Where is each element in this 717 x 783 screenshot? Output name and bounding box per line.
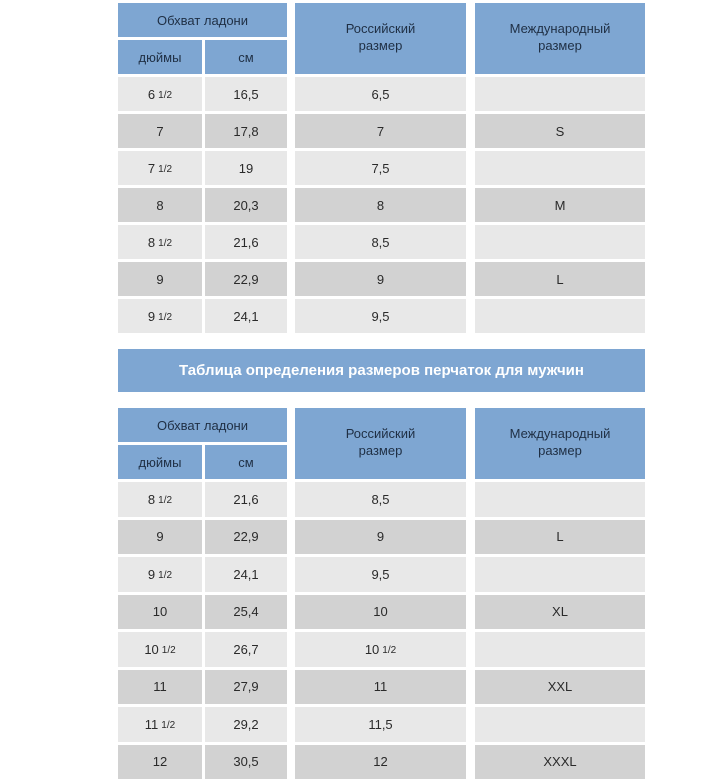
inches-value: 9	[156, 271, 164, 287]
inches-cell	[118, 299, 202, 333]
russian-size-value: 9,5	[371, 308, 390, 324]
russian-size-line1: Российский	[345, 21, 416, 36]
russian-size-cell	[295, 707, 466, 742]
inches-value: 11	[153, 679, 167, 695]
inches-value: 8	[156, 197, 164, 213]
palm-girth-header	[118, 3, 287, 37]
inches-fraction: 1/2	[158, 89, 173, 101]
russian-size-header	[295, 3, 466, 74]
inches-fraction: 1/2	[158, 311, 173, 323]
inches-value: 10	[144, 641, 159, 657]
cm-value: 25,4	[233, 604, 259, 620]
cm-label: см	[238, 49, 254, 65]
international-size-line1: Международный	[509, 426, 611, 441]
cm-value: 24,1	[233, 566, 259, 582]
cm-cell	[205, 299, 287, 333]
inches-cell	[118, 188, 202, 222]
russian-size-line2: размер	[358, 38, 403, 53]
russian-size-value: 9,5	[371, 566, 390, 582]
russian-size-cell	[295, 151, 466, 185]
international-size-cell	[475, 262, 645, 296]
international-size-value: XXL	[547, 679, 573, 695]
russian-size-cell	[295, 299, 466, 333]
inches-value: 9	[147, 566, 156, 582]
cm-cell	[205, 262, 287, 296]
cm-value: 21,6	[233, 234, 259, 250]
cm-label: см	[238, 454, 254, 470]
cm-value: 17,8	[233, 123, 259, 139]
international-size-cell	[475, 188, 645, 222]
russian-size-value: 8,5	[371, 234, 390, 250]
inches-fraction: 1/2	[158, 163, 173, 175]
inches-cell	[118, 77, 202, 111]
international-size-line1: Международный	[509, 21, 611, 36]
international-size-value: L	[556, 271, 564, 287]
inches-cell	[118, 632, 202, 667]
russian-size-line2: размер	[358, 443, 403, 458]
inches-fraction: 1/2	[161, 719, 176, 731]
russian-size-cell	[295, 77, 466, 111]
inches-fraction: 1/2	[158, 237, 173, 249]
cm-cell	[205, 632, 287, 667]
international-size-value: XL	[552, 604, 568, 620]
international-size-cell	[475, 225, 645, 259]
russian-size-cell	[295, 114, 466, 148]
inches-cell	[118, 482, 202, 517]
russian-size-cell	[295, 670, 466, 705]
russian-size-cell	[295, 188, 466, 222]
inches-fraction: 1/2	[158, 494, 173, 506]
cm-value: 29,2	[233, 716, 259, 732]
inches-fraction: 1/2	[158, 569, 173, 581]
inches-cell	[118, 557, 202, 592]
cm-cell	[205, 557, 287, 592]
inches-value: 7	[147, 160, 156, 176]
russian-size-value: 10	[364, 641, 380, 657]
table-title-banner	[118, 349, 645, 392]
inches-value: 10	[152, 604, 168, 620]
cm-value: 26,7	[233, 641, 259, 657]
russian-size-cell	[295, 595, 466, 630]
international-size-value: S	[555, 123, 565, 139]
russian-size-value: 10	[373, 604, 388, 620]
russian-size-value: 12	[373, 754, 388, 770]
international-size-label	[510, 425, 611, 459]
inches-cell	[118, 225, 202, 259]
cm-value: 16,5	[233, 86, 259, 102]
russian-size-cell	[295, 632, 466, 667]
cm-value: 24,1	[233, 308, 259, 324]
inches-header	[118, 40, 202, 74]
russian-size-label	[346, 20, 416, 54]
inches-header	[118, 445, 202, 479]
international-size-cell	[475, 77, 645, 111]
russian-size-value: 11	[373, 679, 388, 695]
palm-girth-header	[118, 408, 287, 442]
international-size-cell	[475, 557, 645, 592]
inches-cell	[118, 114, 202, 148]
cm-cell	[205, 595, 287, 630]
international-size-cell	[475, 632, 645, 667]
russian-size-fraction: 1/2	[382, 644, 397, 656]
cm-value: 19	[238, 160, 254, 176]
cm-cell	[205, 114, 287, 148]
cm-cell	[205, 520, 287, 555]
international-size-cell	[475, 114, 645, 148]
international-size-header	[475, 408, 645, 479]
inches-label: дюймы	[138, 49, 182, 65]
international-size-header	[475, 3, 645, 74]
inches-cell	[118, 595, 202, 630]
inches-value: 12	[152, 754, 168, 770]
cm-cell	[205, 225, 287, 259]
international-size-cell	[475, 745, 645, 780]
cm-cell	[205, 707, 287, 742]
palm-girth-label: Обхват ладони	[157, 12, 248, 28]
inches-value: 9	[156, 529, 164, 545]
russian-size-cell	[295, 745, 466, 780]
russian-size-value: 9	[376, 271, 385, 287]
russian-size-value: 11,5	[368, 716, 393, 732]
russian-size-cell	[295, 262, 466, 296]
russian-size-cell	[295, 557, 466, 592]
palm-girth-label: Обхват ладони	[157, 417, 248, 433]
russian-size-value: 9	[376, 529, 385, 545]
cm-header	[205, 40, 287, 74]
international-size-value: M	[554, 197, 566, 213]
cm-header	[205, 445, 287, 479]
cm-value: 21,6	[233, 491, 259, 507]
international-size-cell	[475, 482, 645, 517]
inches-value: 7	[156, 123, 164, 139]
russian-size-cell	[295, 482, 466, 517]
cm-value: 22,9	[233, 529, 259, 545]
inches-cell	[118, 745, 202, 780]
international-size-line2: размер	[538, 443, 582, 458]
russian-size-line1: Российский	[345, 426, 416, 441]
inches-value: 9	[147, 308, 156, 324]
table-title: Таблица определения размеров перчаток для мужчин	[179, 362, 584, 379]
cm-value: 30,5	[233, 754, 259, 770]
inches-cell	[118, 707, 202, 742]
international-size-cell	[475, 299, 645, 333]
russian-size-value: 7	[376, 123, 385, 139]
inches-value: 8	[147, 491, 156, 507]
inches-cell	[118, 262, 202, 296]
inches-value: 8	[147, 234, 156, 250]
international-size-value: L	[556, 529, 564, 545]
russian-size-value: 6,5	[371, 86, 390, 102]
inches-value: 6	[147, 86, 156, 102]
international-size-cell	[475, 520, 645, 555]
inches-cell	[118, 151, 202, 185]
russian-size-cell	[295, 520, 466, 555]
cm-cell	[205, 745, 287, 780]
cm-cell	[205, 670, 287, 705]
international-size-cell	[475, 151, 645, 185]
inches-cell	[118, 670, 202, 705]
international-size-cell	[475, 595, 645, 630]
russian-size-value: 7,5	[371, 160, 390, 176]
international-size-line2: размер	[538, 38, 582, 53]
cm-value: 27,9	[233, 679, 259, 695]
international-size-value: XXXL	[543, 754, 577, 770]
international-size-cell	[475, 670, 645, 705]
russian-size-value: 8,5	[371, 491, 390, 507]
inches-label: дюймы	[138, 454, 182, 470]
cm-cell	[205, 151, 287, 185]
inches-fraction: 1/2	[161, 644, 176, 656]
russian-size-value: 8	[376, 197, 385, 213]
cm-value: 20,3	[233, 197, 259, 213]
cm-cell	[205, 188, 287, 222]
russian-size-label	[346, 425, 416, 459]
international-size-label	[510, 20, 611, 54]
inches-value: 11	[144, 716, 159, 732]
cm-cell	[205, 77, 287, 111]
russian-size-header	[295, 408, 466, 479]
cm-cell	[205, 482, 287, 517]
inches-cell	[118, 520, 202, 555]
cm-value: 22,9	[233, 271, 259, 287]
international-size-cell	[475, 707, 645, 742]
russian-size-cell	[295, 225, 466, 259]
